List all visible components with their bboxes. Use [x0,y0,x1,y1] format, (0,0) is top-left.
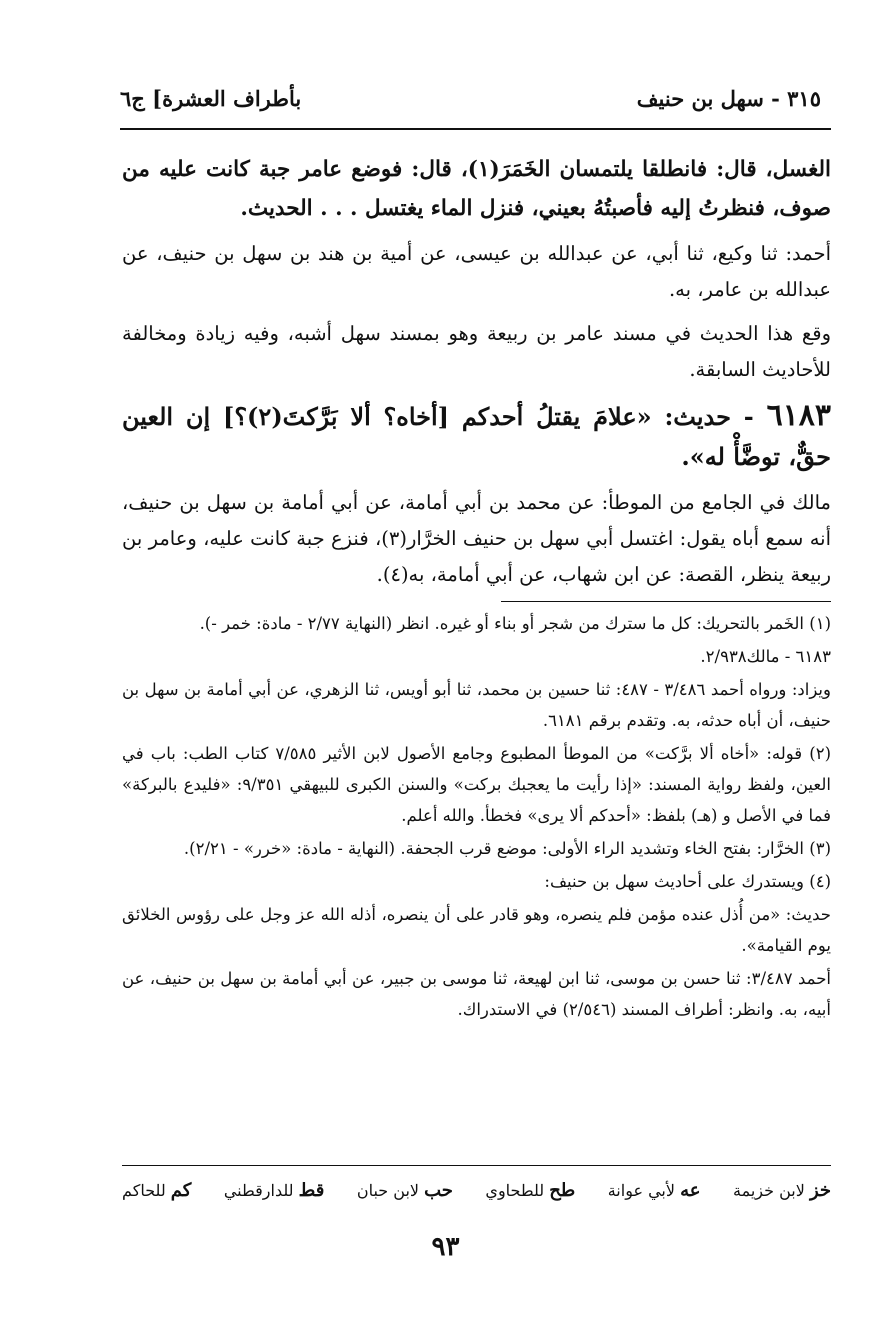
abbrev-rule [122,1165,831,1166]
footnote-4: (٤) ويستدرك على أحاديث سهل بن حنيف: [544,872,831,891]
footnote-4-source: أحمد ٣/٤٨٧: ثنا حسن بن موسى، ثنا ابن لهيعة، ثنا موسى بن جبير، عن أبي أمامة بن سهل بن حنيف، عن أبيه، به. وانظر: أطراف المسند (٢/٥٤٦) في الاستدراك. [122,969,832,1019]
abbrev-item: طح للطحاوي [485,1180,576,1201]
hadith-heading [122,396,831,477]
main-text [122,150,831,1027]
header-book-ref: بأطراف العشرة] ج٦ [120,85,302,111]
footnote-separator [501,601,831,602]
abbrev-item: قط للدارقطني [223,1180,325,1201]
paragraph-2: أحمد: ثنا وكيع، ثنا أبي، عن عبدالله بن عيسى، عن أمية بن هند بن سهل بن حنيف، عن عبدالله بن عامر، به. [122,242,831,301]
footnotes [122,608,831,1025]
footnote-1: (١) الخَمر بالتحريك: كل ما سترك من شجر أو بناء أو غيره. انظر (النهاية ٢/٧٧ - مادة: خمر -). [199,614,831,633]
abbreviation-key [122,1180,831,1201]
footnote-4-hadith: حديث: «من أُذل عنده مؤمن فلم ينصره، وهو قادر على أن ينصره، أذله الله عز وجل على رؤوس الخلائق يوم القيامة». [122,905,831,955]
running-header [120,78,821,118]
abbrev-item: كم للحاكم [122,1180,192,1201]
header-section: ٣١٥ - سهل بن حنيف [636,85,821,111]
hadith-text: - حديث: «علامَ يقتلُ أحدكم [أخاه؟ ألا بَرَّكتَ(٢)؟] إن العين حقٌّ، توضَّأْ له». [122,402,831,471]
footnote-3: (٣) الخرَّار: بفتح الخاء وتشديد الراء الأولى: موضع قرب الجحفة. (النهاية - مادة: «خرر» - ٢/٢١). [183,839,831,858]
header-rule [120,128,831,130]
paragraph-1: الغسل، قال: فانطلقا يلتمسان الخَمَرَ(١)، قال: فوضع عامر جبة كانت عليه من صوف، فنظرتُ إليه فأصبتُهُ بعيني، فنزل الماء يغتسل . . . الحديث. [122,157,831,221]
footnote-2: (٢) قوله: «أخاه ألا برَّكت» من الموطأ المطبوع وجامع الأصول لابن الأثير ٧/٥٨٥ كتاب الطب: باب في العين، ولفظ رواية المسند: «إذا رأيت ما يعجبك بركت» والسنن الكبرى للبيهقي ٩/٣٥١: «فليدع بالبركة» فما في الأصل و (هـ) بلفظ: «أحدكم ألا يرى» فخطأ. والله أعلم. [122,744,832,825]
abbrev-item: عه لأبي عوانة [607,1180,701,1201]
paragraph-3: وقع هذا الحديث في مسند عامر بن ربيعة وهو بمسند سهل أشبه، وفيه زيادة ومخالفة للأحاديث السابقة. [122,322,831,381]
hadith-number: ٦١٨٣ [766,398,832,433]
abbrev-item: حب لابن حبان [356,1180,453,1201]
paragraph-4: مالك في الجامع من الموطأ: عن محمد بن أبي أمامة، عن أبي أمامة بن سهل بن حنيف، أنه سمع أباه يقول: اغتسل أبي سهل بن حنيف الخرَّار(٣)، فنزع جبة كانت عليه، وعامر بن ربيعة ينظر، القصة: عن ابن شهاب، عن أبي أمامة، به(٤). [122,491,832,586]
footnote-ref: ٦١٨٣ - مالك٢/٩٣٨. [700,647,831,666]
abbrev-item: خز لابن خزيمة [733,1180,831,1201]
page-number: ٩٣ [431,1232,460,1262]
footnote-addition: ويزاد: ورواه أحمد ٣/٤٨٦ - ٤٨٧: ثنا حسين بن محمد، ثنا أبو أويس، ثنا الزهري، عن أبي أمامة بن سهل بن حنيف، أن أباه حدثه، به. وتقدم برقم ٦١٨١. [122,680,831,730]
